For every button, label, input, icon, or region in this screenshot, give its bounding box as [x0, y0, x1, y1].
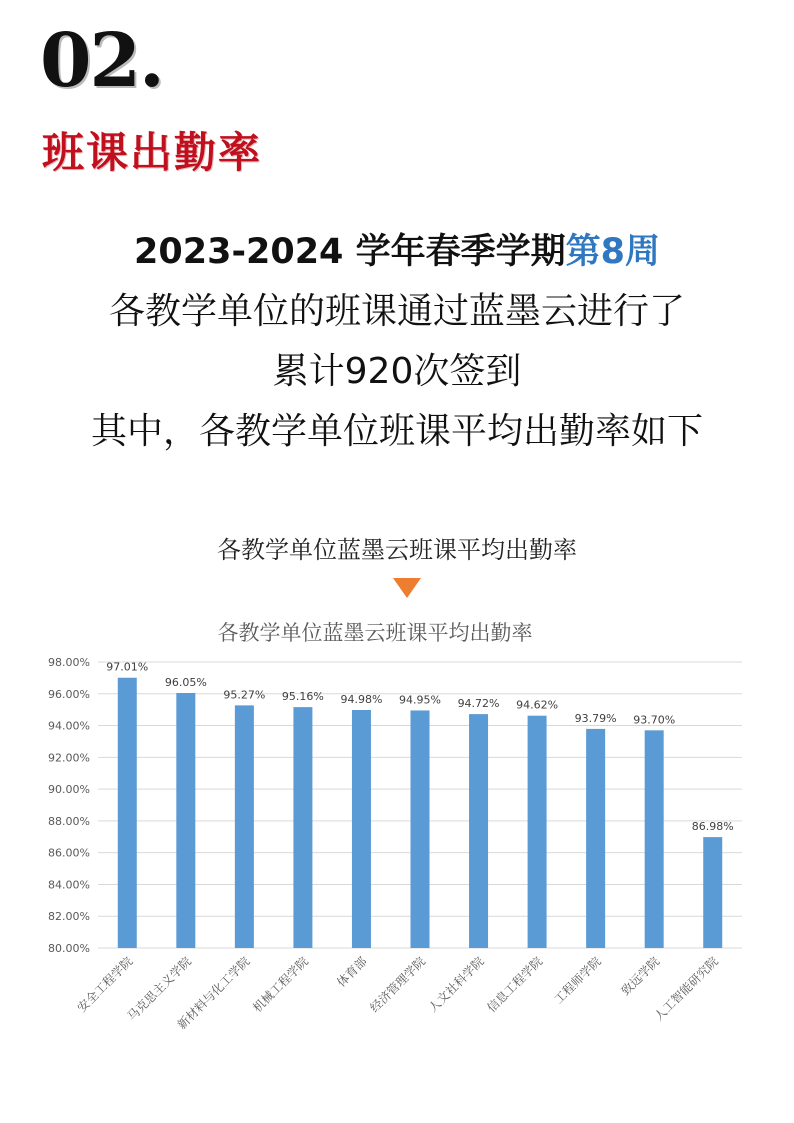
intro-line-4: 其中，各教学单位班课平均出勤率如下 [90, 411, 703, 452]
y-tick-label: 92.00% [48, 751, 90, 765]
x-tick-label: 人文社科学院 [425, 954, 487, 1016]
x-tick-label: 人工智能研究院 [651, 954, 721, 1024]
data-label: 95.16% [281, 690, 324, 704]
y-tick-label: 88.00% [48, 814, 90, 828]
data-label: 94.95% [399, 693, 441, 707]
bar-chart [30, 610, 760, 1050]
data-label: 94.62% [516, 698, 559, 712]
data-label: 95.27% [223, 688, 266, 702]
bar [528, 716, 547, 948]
semester-label: 2023-2024 学年春季学期 [134, 232, 566, 272]
intro-line-3: 累计920次签到 [272, 351, 522, 392]
x-tick-label: 马克思主义学院 [124, 954, 194, 1024]
data-label: 97.01% [106, 660, 149, 674]
y-tick-label: 82.00% [48, 910, 90, 924]
y-tick-label: 90.00% [48, 783, 90, 797]
x-tick-label: 致远学院 [618, 954, 663, 999]
week-label: 第8周 [565, 232, 660, 272]
x-tick-label: 安全工程学院 [74, 954, 136, 1016]
y-tick-label: 84.00% [48, 878, 90, 892]
chart-title: 各教学单位蓝墨云班课平均出勤率 [217, 621, 533, 645]
bar [703, 837, 722, 948]
bar [118, 678, 137, 948]
bar [586, 729, 605, 948]
y-tick-label: 98.00% [48, 656, 90, 669]
caret-down-icon [393, 578, 421, 598]
data-label: 86.98% [691, 820, 734, 834]
y-tick-label: 86.00% [48, 846, 90, 860]
section-title: 班课出勤率 [42, 128, 263, 177]
data-label: 93.79% [574, 711, 617, 725]
chart-caption: 各教学单位蓝墨云班课平均出勤率 [217, 536, 577, 564]
bar [293, 707, 312, 948]
bar [235, 705, 254, 948]
chart-svg [30, 610, 760, 1050]
data-label: 93.70% [633, 713, 676, 727]
x-tick-label: 工程师学院 [551, 954, 604, 1007]
intro-text [0, 222, 794, 462]
data-label: 94.98% [340, 692, 383, 706]
bar [176, 693, 195, 948]
x-tick-label: 信息工程学院 [484, 954, 546, 1016]
section-number: 02. [40, 18, 163, 104]
bar [352, 710, 371, 948]
intro-line-2: 各教学单位的班课通过蓝墨云进行了 [108, 291, 685, 332]
x-tick-label: 体育部 [334, 954, 370, 990]
x-tick-label: 机械工程学院 [250, 954, 312, 1016]
data-label: 94.72% [457, 697, 500, 711]
bar [645, 730, 664, 948]
data-label: 96.05% [164, 675, 207, 689]
intro-line-1 [0, 222, 794, 282]
bar [469, 714, 488, 948]
x-tick-label: 新材料与化工学院 [174, 954, 253, 1033]
y-tick-label: 94.00% [48, 719, 90, 733]
y-tick-label: 80.00% [48, 942, 90, 955]
bar [411, 710, 430, 948]
x-tick-label: 经济管理学院 [367, 954, 429, 1016]
y-tick-label: 96.00% [48, 687, 90, 701]
